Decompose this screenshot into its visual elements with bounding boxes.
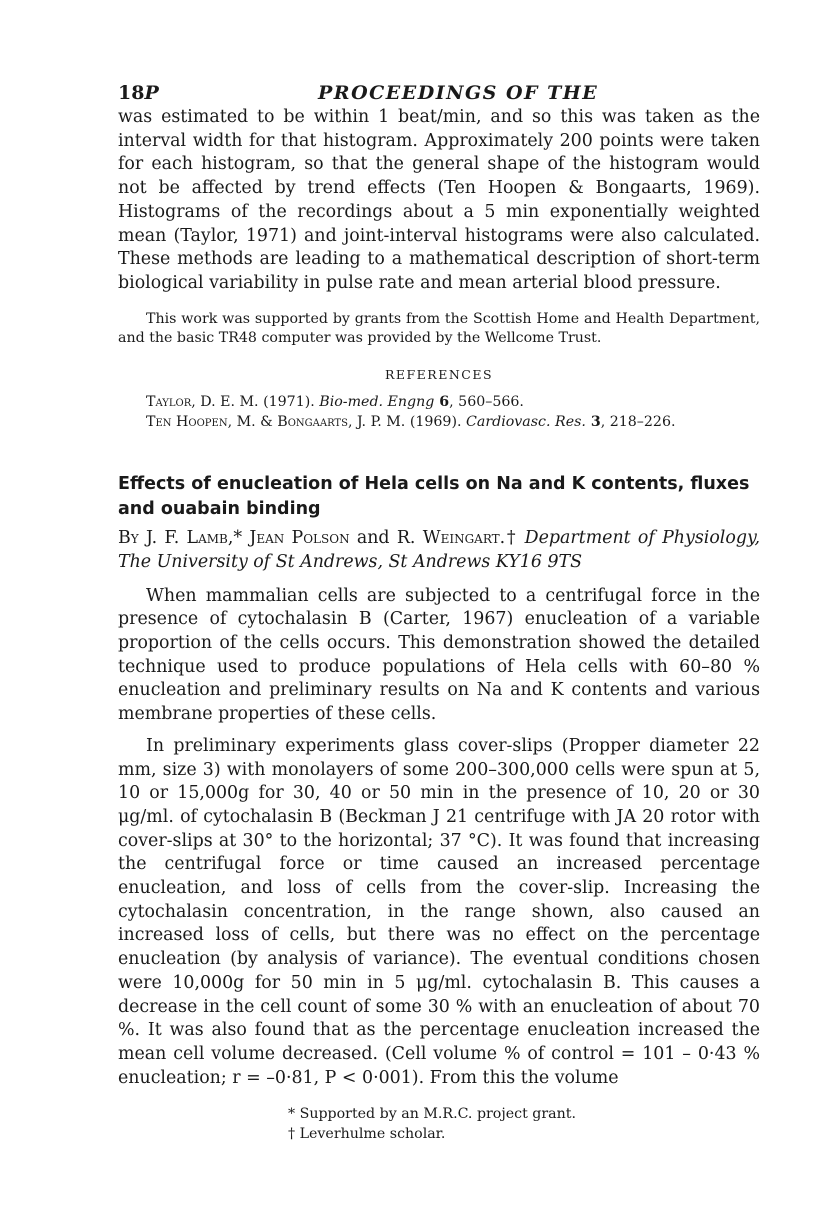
article-title: Effects of enucleation of Hela cells on Na and K contents, fluxes and ouabain binding [118, 474, 750, 519]
author-name: Jean Polson [249, 528, 350, 549]
page [118, 78, 760, 1144]
body-paragraph: When mammalian cells are subjected to a centrifugal force in the presence of cytochalasin B (Carter, 1967) enucleation of a variable proportion of the cells occurs. This demonstration showed the detailed technique used to produce populations of Hela cells with 60–80 % enucleation and preliminary results on Na and K contents and various membrane properties of these cells. [118, 585, 760, 725]
page-number: 18P [118, 82, 159, 104]
reference-item: Taylor, D. E. M. (1971). Bio-med. Engng 6, 560–566. [146, 394, 524, 411]
footnote: * Supported by an M.R.C. project grant. [288, 1106, 576, 1123]
affiliation: Department of Physiology, The University of St Andrews, St Andrews KY16 9TS [118, 528, 760, 572]
journal-title: PROCEEDINGS OF THE [318, 82, 599, 104]
running-head [118, 78, 760, 106]
footnotes [118, 1104, 760, 1144]
author-name: J. F. Lamb,* [145, 528, 243, 549]
author-name: R. Weingart.† [396, 528, 518, 549]
reference-item: Ten Hoopen, M. & Bongaarts, J. P. M. (1969). Cardiovasc. Res. 3, 218–226. [146, 414, 676, 431]
references-heading: REFERENCES [384, 367, 494, 383]
body-paragraph: In preliminary experiments glass cover-slips (Propper diameter 22 mm, size 3) with monolayers of some 200–300,000 cells were spun at 5, 10 or 15,000g for 30, 40 or 50 min in the presence of 10, 20 or 30 μg/ml. of cytochalasin B (Beckman J 21 centrifuge with JA 20 rotor with cover-slips at 30° to the horizontal; 37 °C). It was found that increasing the centrifugal force or time caused an increased percentage enucleation, and loss of cells from the cover-slip. Increasing the cytochalasin concentration, in the range shown, also caused an increased loss of cells, but there was no effect on the percentage enucleation (by analysis of variance). The eventual conditions chosen were 10,000g for 50 min in 5 μg/ml. cytochalasin B. This causes a decrease in the cell count of some 30 % with an enucleation of about 70 %. It was also found that as the percentage enucleation increased the mean cell volume decreased. (Cell volume % of control = 101 – 0·43 % enucleation; r = –0·81, P < 0·001). From this the volume [118, 735, 760, 1088]
byline: By J. F. Lamb,* Jean Polson and R. Weingart.† Department of Physiology, The University of St Andrews, St Andrews KY16 9TS [118, 528, 760, 572]
footnote: † Leverhulme scholar. [288, 1126, 446, 1143]
acknowledgement: This work was supported by grants from the Scottish Home and Health Department, and the basic TR48 computer was provided by the Wellcome Trust. [118, 310, 760, 347]
references-list [118, 392, 760, 432]
continued-paragraph: was estimated to be within 1 beat/min, and so this was taken as the interval width for that histogram. Approximately 200 points were taken for each histogram, so that the general shape of the histogram would not be affected by trend effects (Ten Hoopen & Bongaarts, 1969). Histograms of the recordings about a 5 min exponentially weighted mean (Taylor, 1971) and joint-interval histograms were also calculated. These methods are leading to a mathematical description of short-term biological variability in pulse rate and mean arterial blood pressure. [118, 107, 760, 293]
